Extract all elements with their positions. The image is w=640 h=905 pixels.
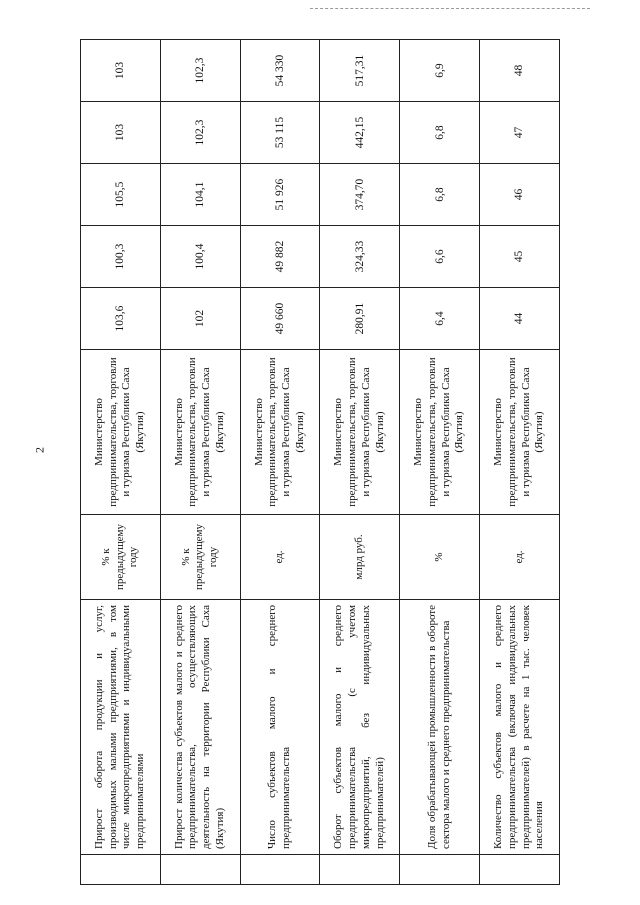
table-area (80, 40, 560, 885)
value-cell: 44 (480, 288, 560, 350)
table-row (160, 40, 240, 885)
value-cell: 103 (81, 102, 161, 164)
value-cell: 100,4 (160, 226, 240, 288)
value-cell: 45 (480, 226, 560, 288)
value-cell: 104,1 (160, 164, 240, 226)
indicator-name: Оборот субъектов малого и среднего предпринимательства (с учетом микропредприятий, без индивидуальных предпринимателей) (320, 600, 400, 855)
value-cell: 48 (480, 40, 560, 102)
value-cell: 103 (81, 40, 161, 102)
value-cell: 102 (160, 288, 240, 350)
row-margin-cell (480, 855, 560, 885)
value-cell: 102,3 (160, 40, 240, 102)
row-margin-cell (160, 855, 240, 885)
value-cell: 105,5 (81, 164, 161, 226)
table-row (81, 40, 161, 885)
unit-cell: ед. (480, 515, 560, 600)
page-number: 2 (32, 447, 47, 453)
value-cell: 6,6 (400, 226, 480, 288)
indicator-name: Прирост оборота продукции и услуг, производимых малыми предприятиями, в том числе микропредприятиями и индивидуальными предпринимателями (81, 600, 161, 855)
indicator-name: Доля обрабатывающей промышленности в обороте сектора малого и среднего предпринимательства (400, 600, 480, 855)
responsible-cell: Министерство предпринимательства, торговли и туризма Республики Саха (Якутия) (160, 350, 240, 515)
value-cell: 280,91 (320, 288, 400, 350)
indicators-table (80, 39, 560, 885)
value-cell: 102,3 (160, 102, 240, 164)
indicator-name: Прирост количества субъектов малого и среднего предпринимательства, осуществляющих деятельность на территории Республики Саха (Якутия) (160, 600, 240, 855)
unit-cell: млрд руб. (320, 515, 400, 600)
table-row (240, 40, 320, 885)
responsible-cell: Министерство предпринимательства, торговли и туризма Республики Саха (Якутия) (400, 350, 480, 515)
indicator-name: Количество субъектов малого и среднего предпринимательства (включая индивидуальных предпринимателей) в расчете на 1 тыс. человек населения (480, 600, 560, 855)
value-cell: 47 (480, 102, 560, 164)
value-cell: 46 (480, 164, 560, 226)
unit-cell: % к предыдущему году (160, 515, 240, 600)
responsible-cell: Министерство предпринимательства, торговли и туризма Республики Саха (Якутия) (480, 350, 560, 515)
table-row (320, 40, 400, 885)
row-margin-cell (320, 855, 400, 885)
rotated-table-wrapper (80, 40, 560, 885)
value-cell: 49 660 (240, 288, 320, 350)
unit-cell: ед. (240, 515, 320, 600)
value-cell: 100,3 (81, 226, 161, 288)
value-cell: 6,8 (400, 102, 480, 164)
value-cell: 51 926 (240, 164, 320, 226)
value-cell: 6,8 (400, 164, 480, 226)
indicator-name: Число субъектов малого и среднего предпринимательства (240, 600, 320, 855)
responsible-cell: Министерство предпринимательства, торговли и туризма Республики Саха (Якутия) (320, 350, 400, 515)
responsible-cell: Министерство предпринимательства, торговли и туризма Республики Саха (Якутия) (81, 350, 161, 515)
value-cell: 374,70 (320, 164, 400, 226)
table-row (400, 40, 480, 885)
row-margin-cell (400, 855, 480, 885)
responsible-cell: Министерство предпринимательства, торговли и туризма Республики Саха (Якутия) (240, 350, 320, 515)
unit-cell: % (400, 515, 480, 600)
row-margin-cell (240, 855, 320, 885)
unit-cell: % к предыдущему году (81, 515, 161, 600)
value-cell: 6,4 (400, 288, 480, 350)
value-cell: 54 330 (240, 40, 320, 102)
row-margin-cell (81, 855, 161, 885)
value-cell: 442,15 (320, 102, 400, 164)
value-cell: 49 882 (240, 226, 320, 288)
value-cell: 517,31 (320, 40, 400, 102)
value-cell: 53 115 (240, 102, 320, 164)
header-rule (310, 8, 590, 9)
table-row (480, 40, 560, 885)
value-cell: 324,33 (320, 226, 400, 288)
value-cell: 103,6 (81, 288, 161, 350)
value-cell: 6,9 (400, 40, 480, 102)
